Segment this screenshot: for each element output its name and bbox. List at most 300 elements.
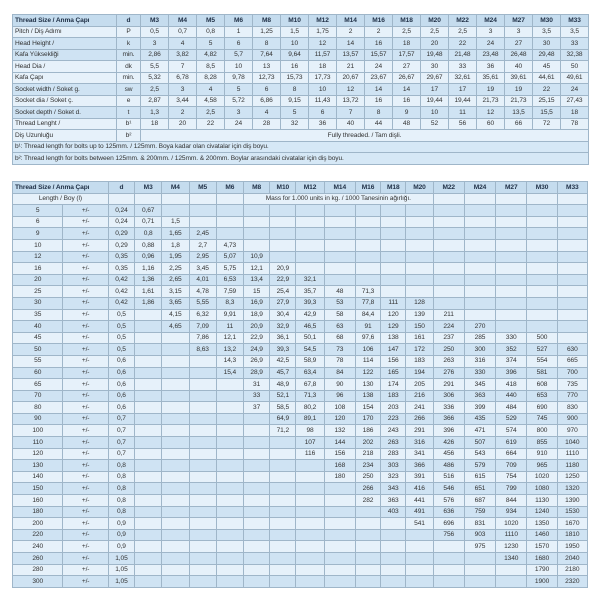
row-sym: sw [117,84,141,96]
mass-value [270,529,296,541]
mass-value [324,529,355,541]
mass-value [135,576,162,588]
row-value: 5,5 [141,61,169,73]
row-value: 50 [561,61,589,73]
mass-value: 630 [557,344,587,356]
mass-value: 98 [296,425,324,437]
spec-row [13,72,589,84]
row-value: 23,48 [477,49,505,61]
row-value: 2,5 [421,26,449,38]
tolerance-sign: +/- [63,239,108,251]
length-value: 280 [13,564,63,576]
mass-value: 0,7 [108,437,134,449]
mass-value [162,483,189,495]
mass-value [216,471,243,483]
mass-value: 529 [496,413,527,425]
mass-value [189,379,216,391]
mass-value [162,332,189,344]
mass-value: 345 [464,379,495,391]
mass-value: 205 [406,379,433,391]
mass-value [381,228,406,240]
mass-value [355,239,380,251]
mass-value: 138 [381,332,406,344]
mass-value [557,274,587,286]
mass-value: 243 [381,425,406,437]
mass-value [557,216,587,228]
mass-value [527,239,557,251]
mass-value [162,506,189,518]
mass-value: 330 [464,367,495,379]
mass-value [381,274,406,286]
row-value: 1 [225,26,253,38]
mass-value: 32,9 [270,321,296,333]
length-value: 120 [13,448,63,460]
spec-row [13,61,589,73]
tolerance-sign: +/- [63,390,108,402]
length-value: 25 [13,286,63,298]
row-value: 2,87 [141,95,169,107]
tolerance-sign: +/- [63,495,108,507]
mass-value: 282 [355,495,380,507]
row-label: Thread Lenght / [13,118,117,130]
mass-value [243,448,269,460]
row-value: 1,75 [309,26,337,38]
mass-value: 1350 [527,518,557,530]
mass-value [243,564,269,576]
row-value: 4,58 [197,95,225,107]
empty-cell [189,193,216,205]
tolerance-sign: +/- [63,344,108,356]
mass-row [13,367,588,379]
mass-value [243,425,269,437]
mass-row [13,425,588,437]
tolerance-sign: +/- [63,483,108,495]
mass-value [496,263,527,275]
mass-value: 73 [324,344,355,356]
mass-value [496,239,527,251]
mass-value: 156 [381,355,406,367]
mass-value [216,437,243,449]
mass-value: 1,05 [108,553,134,565]
mass-value: 250 [355,471,380,483]
mass-value [381,576,406,588]
mass-value [135,413,162,425]
mass-value: 2180 [557,564,587,576]
mass-value: 754 [496,471,527,483]
mass-value: 5,75 [216,263,243,275]
mass-value [270,506,296,518]
mass-value [464,263,495,275]
footnote-row [13,141,589,153]
mass-value: 745 [527,413,557,425]
mass-value: 96 [324,390,355,402]
mass-header-row [13,182,588,194]
header-size: M14 [337,15,365,27]
length-value: 110 [13,437,63,449]
mass-value: 651 [464,483,495,495]
mass-value [324,274,355,286]
mass-value: 0,6 [108,367,134,379]
row-value: 14 [365,84,393,96]
row-value: 12 [337,84,365,96]
row-value: 18 [141,118,169,130]
mass-value [189,390,216,402]
mass-value: 900 [557,413,587,425]
mass-row [13,437,588,449]
mass-value: 831 [464,518,495,530]
header-size: M6 [216,182,243,194]
mass-value [406,576,433,588]
mass-value [243,413,269,425]
mass-value: 202 [355,437,380,449]
mass-row [13,355,588,367]
mass-value: 0,8 [108,483,134,495]
mass-value: 58 [324,309,355,321]
mass-value: 1040 [557,437,587,449]
empty-cell [108,193,134,205]
row-value: 1,25 [253,26,281,38]
row-value: 36 [309,118,337,130]
mass-value [189,529,216,541]
mass-value [355,518,380,530]
mass-value: 363 [381,495,406,507]
mass-row [13,506,588,518]
mass-value: 855 [527,437,557,449]
mass-value: 1570 [527,541,557,553]
mass-row [13,309,588,321]
mass-value: 68 [324,332,355,344]
mass-value: 77,8 [355,297,380,309]
mass-row [13,564,588,576]
mass-row [13,529,588,541]
mass-value: 7,09 [189,321,216,333]
spec-row [13,95,589,107]
mass-value: 336 [433,402,464,414]
row-value: 3,82 [169,49,197,61]
mass-value: 13,2 [216,344,243,356]
tolerance-sign: +/- [63,205,108,217]
header-size: M20 [406,182,433,194]
mass-value: 28,9 [243,367,269,379]
mass-value [324,228,355,240]
mass-value [270,483,296,495]
header-size: M10 [281,15,309,27]
row-value: 6,78 [169,72,197,84]
mass-value [355,576,380,588]
row-value: 78 [561,118,589,130]
mass-value: 0,7 [108,425,134,437]
mass-value: 1810 [557,529,587,541]
mass-value [270,518,296,530]
mass-value: 91 [355,321,380,333]
tolerance-sign: +/- [63,309,108,321]
spec-header-row [13,15,589,27]
mass-value: 1,65 [162,228,189,240]
row-value: 17,73 [309,72,337,84]
row-value: 4 [169,38,197,50]
row-value: 11,57 [309,49,337,61]
mass-value [381,518,406,530]
mass-value: 491 [406,506,433,518]
tolerance-sign: +/- [63,553,108,565]
mass-value: 576 [433,495,464,507]
mass-value: 0,35 [108,251,134,263]
row-value: 3 [505,26,533,38]
mass-value: 71,2 [270,425,296,437]
mass-value [296,518,324,530]
mass-value: 306 [433,390,464,402]
empty-cell [433,193,464,205]
mass-value [243,239,269,251]
mass-value: 1900 [527,576,557,588]
mass-value: 374 [496,355,527,367]
length-value: 30 [13,297,63,309]
mass-value: 39,3 [296,297,324,309]
mass-value: 316 [464,355,495,367]
mass-value: 11 [216,321,243,333]
row-value: 21,73 [477,95,505,107]
spec-row [13,26,589,38]
mass-value: 541 [406,518,433,530]
tolerance-sign: +/- [63,448,108,460]
row-value: 35,61 [477,72,505,84]
mass-value [135,332,162,344]
mass-value [135,355,162,367]
mass-value: 20,9 [243,321,269,333]
mass-value [135,541,162,553]
row-value: 19,44 [449,95,477,107]
length-value: 160 [13,495,63,507]
mass-value: 186 [355,425,380,437]
header-size: M5 [189,182,216,194]
tolerance-sign: +/- [63,425,108,437]
mass-value: 161 [406,332,433,344]
row-value: 22 [197,118,225,130]
mass-value: 0,35 [108,263,134,275]
length-value: 90 [13,413,63,425]
mass-value [324,541,355,553]
mass-value: 5,55 [189,297,216,309]
mass-value [496,297,527,309]
thread-spec-table [12,14,589,165]
mass-value: 15,4 [216,367,243,379]
row-value: 0,7 [169,26,197,38]
row-value: 20 [169,118,197,130]
mass-value: 574 [496,425,527,437]
mass-row [13,286,588,298]
mass-value [527,263,557,275]
mass-value: 132 [324,425,355,437]
mass-value: 0,6 [108,390,134,402]
spec-row [13,107,589,119]
mass-value: 615 [464,471,495,483]
mass-value [406,251,433,263]
mass-value [162,344,189,356]
row-value: 24 [225,118,253,130]
mass-value: 67,8 [296,379,324,391]
mass-value: 13,4 [243,274,269,286]
mass-value [135,460,162,472]
mass-value [381,553,406,565]
mass-value [135,529,162,541]
mass-value [216,495,243,507]
mass-row [13,216,588,228]
tolerance-sign: +/- [63,367,108,379]
header-sym: d [108,182,134,194]
tolerance-sign: +/- [63,518,108,530]
mass-value: 440 [496,390,527,402]
mass-value: 203 [381,402,406,414]
mass-value [296,553,324,565]
mass-value: 4,15 [162,309,189,321]
row-label: Pitch / Diş Adımı [13,26,117,38]
mass-value [527,309,557,321]
mass-value: 418 [496,379,527,391]
row-value: 15,73 [281,72,309,84]
header-size: M33 [557,182,587,194]
empty-cell [135,193,162,205]
mass-value [496,216,527,228]
tolerance-sign: +/- [63,251,108,263]
mass-value [433,216,464,228]
mass-value: 516 [433,471,464,483]
mass-value [135,506,162,518]
mass-value [135,553,162,565]
mass-value [406,541,433,553]
mass-value [355,541,380,553]
row-value: 10 [225,61,253,73]
mass-value: 283 [381,448,406,460]
mass-value: 6,53 [216,274,243,286]
row-value: 9,78 [225,72,253,84]
mass-value [527,216,557,228]
mass-value: 2,45 [189,228,216,240]
mass-value [296,576,324,588]
mass-value [324,205,355,217]
row-value: 27 [393,61,421,73]
mass-subheader-row [13,193,588,205]
row-value: 9,15 [281,95,309,107]
mass-value [162,564,189,576]
row-value: 2,5 [393,26,421,38]
mass-value: 8,63 [189,344,216,356]
mass-value: 700 [557,367,587,379]
mass-value [189,541,216,553]
mass-value [243,553,269,565]
mass-row [13,390,588,402]
mass-value: 36,1 [270,332,296,344]
mass-value [216,541,243,553]
mass-value [135,379,162,391]
mass-value: 330 [496,332,527,344]
length-value: 50 [13,344,63,356]
mass-value: 168 [324,460,355,472]
mass-value: 1110 [557,448,587,460]
mass-value [324,518,355,530]
mass-value: 1950 [557,541,587,553]
header-size: M12 [296,182,324,194]
row-value: 5 [281,107,309,119]
mass-value: 1,16 [135,263,162,275]
mass-value: 1680 [527,553,557,565]
mass-value [243,460,269,472]
row-value: 9,64 [281,49,309,61]
mass-value: 15 [243,286,269,298]
header-size: M18 [393,15,421,27]
mass-value [162,576,189,588]
mass-value [355,274,380,286]
mass-value: 0,96 [135,251,162,263]
mass-value: 25,4 [270,286,296,298]
mass-value [135,367,162,379]
mass-value: 4,65 [162,321,189,333]
mass-value [355,228,380,240]
row-value: 6,86 [253,95,281,107]
mass-value: 1460 [527,529,557,541]
row-value: 4,82 [197,49,225,61]
mass-value [324,251,355,263]
row-value: 30 [421,61,449,73]
mass-value [464,553,495,565]
row-value: 8 [365,107,393,119]
mass-value: 35,7 [296,286,324,298]
mass-value: 554 [527,355,557,367]
mass-value [433,251,464,263]
mass-value [189,576,216,588]
mass-value: 9,91 [216,309,243,321]
mass-value [162,367,189,379]
row-value: 11 [449,107,477,119]
mass-value: 343 [381,483,406,495]
footnote: b¹: Thread length for bolts up to 125mm. / 125mm. Boya kadar olan civatalar için diş boyu. [13,141,589,153]
mass-value [162,518,189,530]
header-size: M5 [197,15,225,27]
mass-value: 4,01 [189,274,216,286]
mass-value: 3,45 [189,263,216,275]
header-size: M6 [225,15,253,27]
mass-value: 114 [355,355,380,367]
row-value: 23,67 [365,72,393,84]
mass-value [527,297,557,309]
mass-value [381,541,406,553]
length-value: 9 [13,228,63,240]
mass-value: 12,1 [243,263,269,275]
mass-value: 735 [557,379,587,391]
mass-value [557,205,587,217]
row-value: 21 [337,61,365,73]
row-sym: b² [117,130,141,142]
mass-value [406,205,433,217]
mass-value: 1,86 [135,297,162,309]
row-value: 5 [225,84,253,96]
row-label: Diş Uzunluğu [13,130,117,142]
mass-value [296,239,324,251]
row-value: 14 [393,84,421,96]
mass-value [270,460,296,472]
mass-value: 24,9 [243,344,269,356]
mass-value: 0,5 [108,332,134,344]
mass-value: 4,73 [216,239,243,251]
mass-value: 0,8 [135,228,162,240]
mass-value [162,471,189,483]
mass-value: 363 [464,390,495,402]
mass-row [13,483,588,495]
mass-value [216,228,243,240]
row-value: 6 [253,84,281,96]
mass-value [464,576,495,588]
tolerance-sign: +/- [63,297,108,309]
row-value: 5,7 [225,49,253,61]
